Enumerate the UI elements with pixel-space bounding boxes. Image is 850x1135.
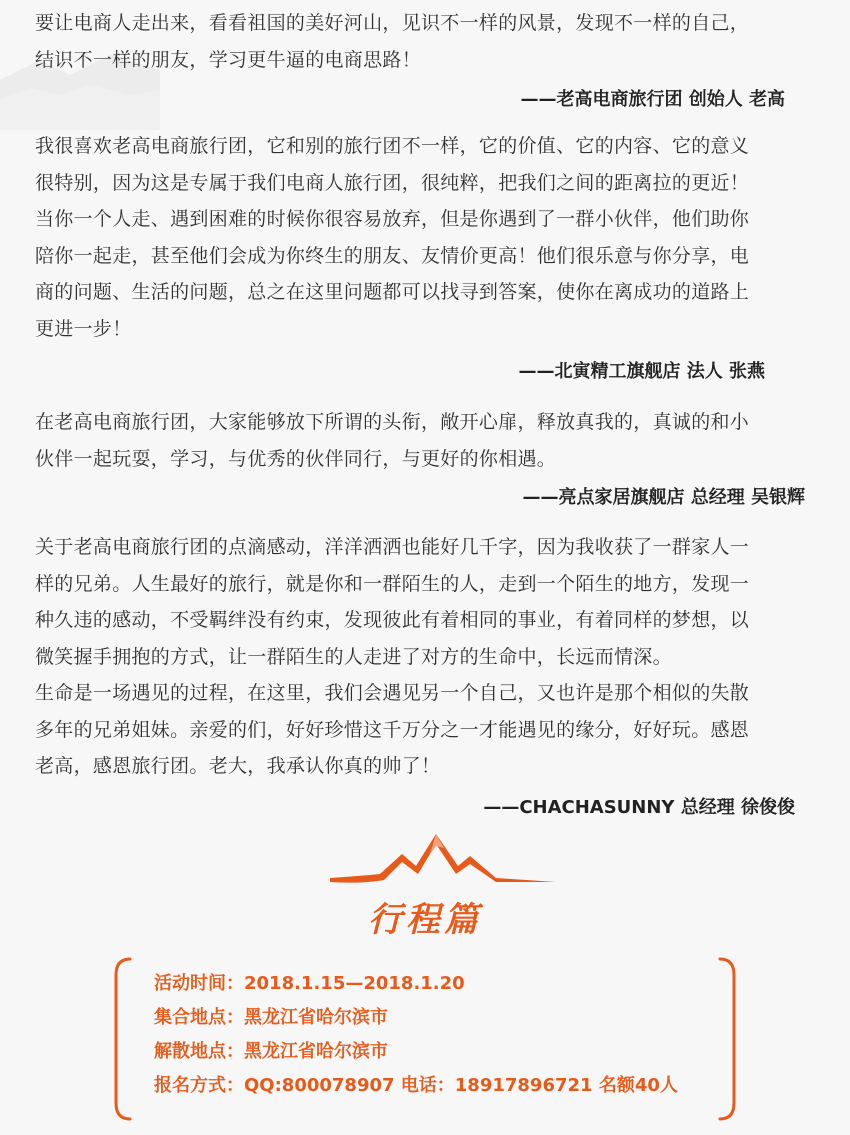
mountain-logo-icon <box>320 826 560 896</box>
testimonial-text: 关于老高电商旅行团的点滴感动，洋洋洒洒也能好几千字，因为我收获了一群家人一 样的兄弟。人生最好的旅行，就是你和一群陌生的人，走到一个陌生的地方，发现一 种久违的感动，不受羁绊没有约束，发现彼此有着相同的事业，有着同样的梦想，以 微笑握手拥抱的方式，让一群陌生的人走进了对方的生命中，长远而情深。 生命是一场遇见的过程，在这里，我们会遇见另一个自己，又也许是那个相似的失散 多年的兄弟姐妹。亲爱的们，好好珍惜这千万分之一才能遇见的缘分，好好玩。感恩 老高，感恩旅行团。老大，我承认你真的帅了！ <box>35 536 750 777</box>
dismissal-place: 解散地点：黑龙江省哈尔滨市 <box>154 1041 388 1062</box>
testimonial-signature: ——CHACHASUNNY 总经理 徐俊俊 <box>483 797 795 818</box>
testimonial-text: 我很喜欢老高电商旅行团，它和别的旅行团不一样，它的价值、它的内容、它的意义 很特别，因为这是专属于我们电商人旅行团，很纯粹，把我们之间的距离拉的更近！ 当你一个人走、遇到困难的时候你很容易放弃，但是你遇到了一群小伙伴，他们助你 陪你一起走，甚至他们会成为你终生的朋友、友情价更高！他们很乐意与你分享，电 商的问题、生活的问题，总之在这里问题都可以找寻到答案，使你在离成功的道路上 更进一步！ <box>35 135 750 340</box>
testimonial-signature: ——亮点家居旗舰店 总经理 吴银辉 <box>522 487 805 508</box>
meeting-place: 集合地点：黑龙江省哈尔滨市 <box>154 1007 388 1028</box>
itinerary-title: 行程篇 <box>368 900 482 940</box>
event-time: 活动时间：2018.1.15—2018.1.20 <box>154 973 465 994</box>
testimonial-text: 要让电商人走出来，看看祖国的美好河山，见识不一样的风景，发现不一样的自己， 结识不一样的朋友，学习更牛逼的电商思路！ <box>35 12 750 71</box>
testimonial-text: 在老高电商旅行团，大家能够放下所谓的头衔，敞开心扉，释放真我的，真诚的和小 伙伴一起玩耍，学习，与优秀的伙伴同行，与更好的你相遇。 <box>35 411 750 470</box>
testimonial-signature: ——老高电商旅行团 创始人 老高 <box>520 89 785 110</box>
testimonial-signature: ——北寅精工旗舰店 法人 张燕 <box>518 361 765 382</box>
registration-info: 报名方式：QQ:800078907 电话：18917896721 名额40人 <box>154 1075 678 1096</box>
itinerary-box <box>112 955 738 1123</box>
